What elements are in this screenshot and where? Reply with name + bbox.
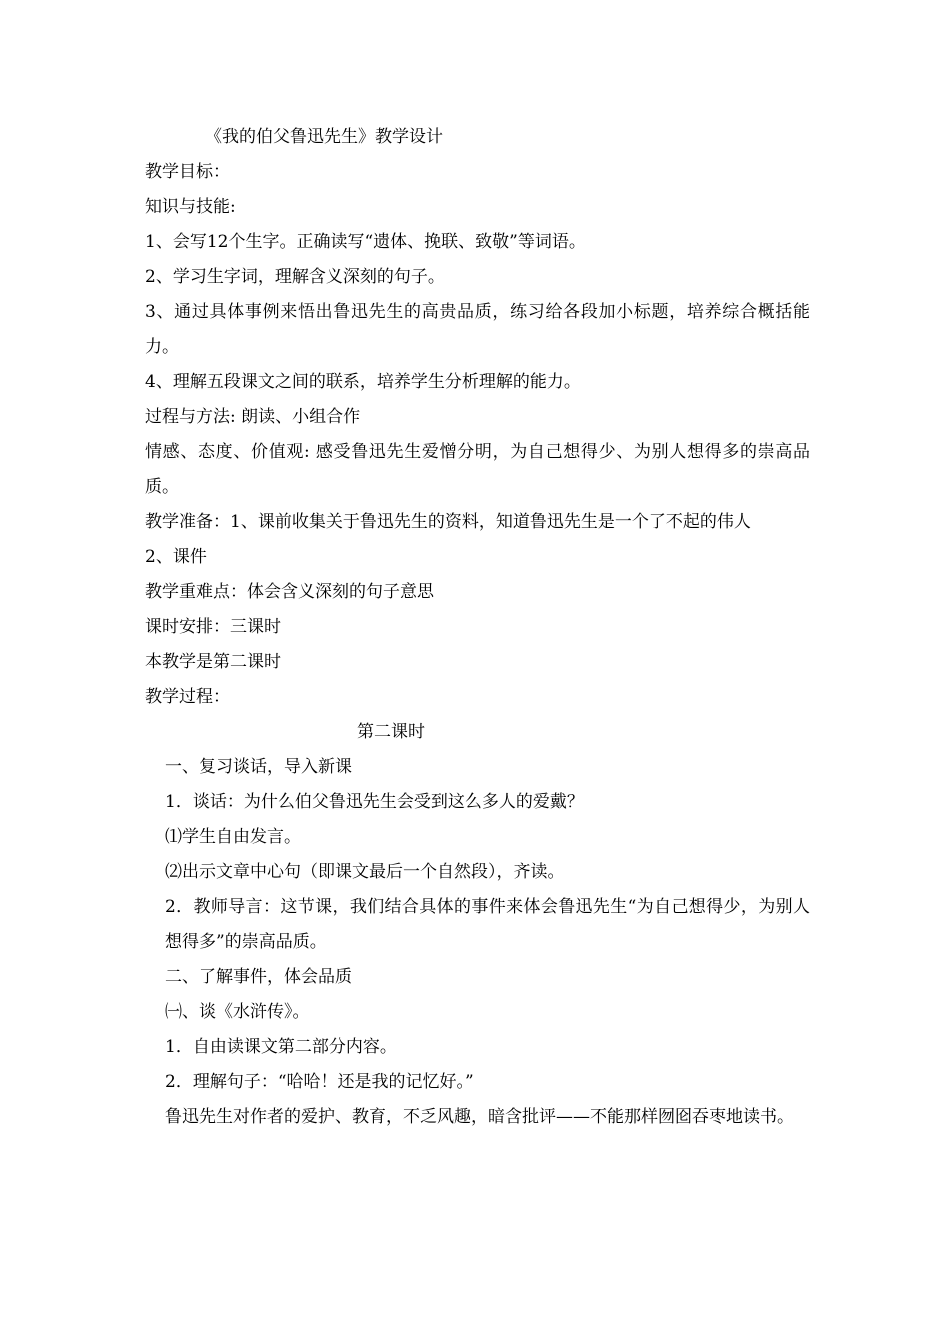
step-2-item-2: 2．理解句子：“哈哈！还是我的记忆好。”	[165, 1072, 474, 1092]
knowledge-skills-heading: 知识与技能:	[145, 197, 236, 217]
process-method: 过程与方法: 朗读、小组合作	[145, 407, 361, 427]
emotion-values: 情感、态度、价值观: 感受鲁迅先生爱憎分明，为自己想得少、为别人想得多的崇高品质。	[145, 442, 810, 497]
step-2-item-1: 1．自由读课文第二部分内容。	[165, 1037, 397, 1057]
goal-item-1: 1、会写12个生字。正确读写“遗体、挽联、致敬”等词语。	[145, 232, 586, 252]
goal-item-3: 3、通过具体事例来悟出鲁迅先生的高贵品质，练习给各段加小标题，培养综合概括能力。	[145, 302, 810, 357]
teaching-goals-heading: 教学目标：	[145, 162, 230, 182]
step-1-item-2: 2．教师导言：这节课，我们结合具体的事件来体会鲁迅先生“为自己想得少，为别人想得多”的崇高品质。	[165, 897, 810, 952]
step-2-explanation: 鲁迅先生对作者的爱护、教育，不乏风趣，暗含批评——不能那样囫囵吞枣地读书。	[165, 1107, 794, 1127]
teaching-process-heading: 教学过程：	[145, 687, 230, 707]
lesson-arrangement: 课时安排：三课时	[145, 617, 281, 637]
preparation-item-2: 2、课件	[145, 547, 207, 567]
goal-item-2: 2、学习生字词，理解含义深刻的句子。	[145, 267, 445, 287]
step-1-heading: 一、复习谈话，导入新课	[165, 757, 352, 777]
step-1-sub-1: ⑴学生自由发言。	[165, 827, 301, 847]
document-page	[145, 120, 810, 1135]
teaching-preparation: 教学准备：1、课前收集关于鲁迅先生的资料，知道鲁迅先生是一个了不起的伟人	[145, 512, 751, 532]
section-title: 第二课时	[357, 722, 425, 742]
current-lesson-note: 本教学是第二课时	[145, 652, 281, 672]
step-2-sub-heading: ㈠、谈《水浒传》。	[165, 1002, 310, 1022]
goal-item-4: 4、理解五段课文之间的联系，培养学生分析理解的能力。	[145, 372, 581, 392]
step-2-heading: 二、了解事件，体会品质	[165, 967, 352, 987]
step-1-sub-2: ⑵出示文章中心句（即课文最后一个自然段），齐读。	[165, 862, 565, 882]
step-1-item-1: 1．谈话：为什么伯父鲁迅先生会受到这么多人的爱戴？	[165, 792, 584, 812]
document-title: 《我的伯父鲁迅先生》教学设计	[205, 127, 443, 147]
key-difficulties: 教学重难点：体会含义深刻的句子意思	[145, 582, 434, 602]
